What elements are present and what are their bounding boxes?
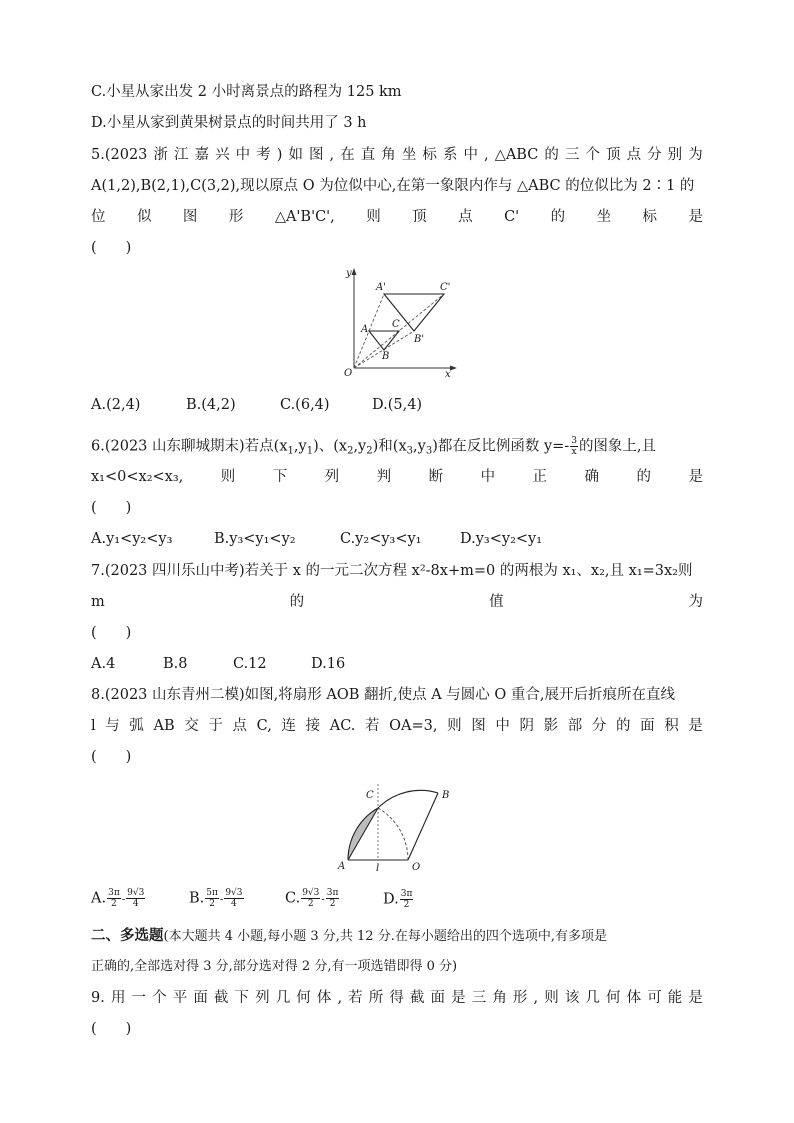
section2-title: 二、多选题 (91, 927, 164, 944)
q5-figure (336, 264, 460, 378)
q5-option-a[interactable]: A.(2,4) (91, 397, 141, 413)
q5-option-c[interactable]: C.(6,4) (280, 397, 330, 413)
word: 标 (642, 209, 658, 225)
option-d-q4: D.小星从家到黄果树景点的时间共用了 3 h (91, 115, 367, 131)
word: 值 (489, 594, 504, 610)
word: 点 (458, 209, 473, 225)
word: 兴 (215, 147, 230, 163)
option-c-q4: C.小星从家出发 2 小时离景点的路程为 125 km (91, 84, 402, 100)
word: 面 (430, 990, 446, 1006)
word: C, (256, 718, 272, 734)
word: 顶 (606, 147, 621, 163)
word: 确 (584, 469, 600, 485)
word: 江 (174, 147, 189, 163)
q6-option-a[interactable]: A.y₁<y₂<y₃ (91, 531, 173, 547)
q6-blank: ( ) (91, 500, 132, 516)
word: 个 (585, 147, 600, 163)
word: OA=3, (389, 718, 438, 734)
word: 嘉 (194, 147, 210, 163)
word: 点 (626, 147, 642, 163)
word: 的 (615, 718, 631, 734)
word: 用 (110, 990, 126, 1006)
word: 别 (667, 147, 683, 163)
q5-line1 (91, 145, 703, 165)
word: 何 (606, 990, 621, 1006)
word: 中 (480, 469, 496, 485)
section2-desc2: 正确的,全部选对得 3 分,部分选对得 2 分,有一项选错即得 0 分) (91, 959, 458, 974)
word: , (533, 990, 539, 1006)
section2-desc1: (本大题共 4 小题,每小题 3 分,共 12 分.在每小题给出的四个选项中,有多项是 (163, 929, 607, 944)
word: 下 (234, 990, 249, 1006)
point-c-prime-label: C' (440, 282, 451, 293)
q7-line2 (91, 592, 703, 612)
word: 顶 (412, 209, 427, 225)
word: 判 (376, 469, 392, 485)
q8-blank: ( ) (91, 749, 132, 765)
point-a-prime-label: A' (376, 282, 386, 293)
q8-option-c[interactable]: C. $\frac{9√3}{2}$ - $\frac{3\pi}{2}$ (285, 888, 339, 909)
word: 部 (567, 718, 583, 734)
word: 是 (451, 990, 466, 1006)
q8-option-b[interactable]: B. $\frac{5\pi}{2}$ - $\frac{9√3}{4}$ (189, 888, 243, 909)
word: 的 (636, 469, 651, 485)
q6-line2 (91, 467, 703, 487)
word: 影 (543, 718, 559, 734)
q6-options (91, 529, 542, 549)
word: 图 (182, 209, 198, 225)
q6-option-d[interactable]: D.y₃<y₂<y₁ (460, 531, 543, 547)
word: 标 (422, 147, 437, 163)
word: 考 (256, 147, 271, 163)
q8-options (91, 888, 414, 911)
point-c-label: C (392, 319, 400, 330)
word: 分 (647, 147, 662, 163)
q8-option-a[interactable]: A. $\frac{3\pi}{2}$ - $\frac{9√3}{4}$ (91, 888, 145, 909)
word: 截 (409, 990, 425, 1006)
word: 则 (220, 469, 236, 485)
q7-option-d[interactable]: D.16 (311, 656, 346, 672)
line-l-label: l (376, 863, 380, 872)
word: 角 (492, 990, 507, 1006)
fraction-3-over-x: $\frac{3}{x}$ (571, 436, 577, 457)
word: 若 (365, 718, 380, 734)
word: C' (504, 209, 520, 225)
q7-line1: 7.(2023 四川乐山中考)若关于 x 的一元二次方程 x²-8x+m=0 的两根为 x₁、x₂,且 x₁=3x₂则 (91, 563, 693, 579)
word: 阴 (519, 718, 534, 734)
point-b-prime-label: B' (414, 334, 425, 345)
q7-option-c[interactable]: C.12 (233, 656, 267, 672)
word: 个 (152, 990, 167, 1006)
word: △ABC (494, 147, 539, 163)
word: 则 (447, 718, 462, 734)
word: 几 (585, 990, 600, 1006)
q5-option-b[interactable]: B.(4,2) (186, 397, 236, 413)
word: 为 (688, 594, 703, 610)
word: 图 (471, 718, 486, 734)
word: 在 (340, 147, 355, 163)
word: 是 (688, 718, 703, 734)
word: 中 (235, 147, 251, 163)
y-axis-label: y (346, 268, 352, 279)
word: 面 (640, 718, 655, 734)
word: 似 (136, 209, 152, 225)
word: 点 (232, 718, 248, 734)
word: , (329, 147, 335, 163)
word: 坐 (596, 209, 612, 225)
point-a-label: A (338, 861, 346, 872)
word: 为 (688, 147, 703, 163)
q7-options (91, 654, 345, 674)
word: , (337, 990, 343, 1006)
word: 是 (688, 990, 703, 1006)
word: 接 (305, 718, 321, 734)
q8-line2 (91, 716, 703, 736)
word: 体 (626, 990, 642, 1006)
word: 9. (91, 990, 105, 1006)
word: 列 (255, 990, 270, 1006)
word: 形 (228, 209, 244, 225)
q9-line1 (91, 988, 703, 1008)
word: 下 (272, 469, 288, 485)
word: 所 (368, 990, 384, 1006)
word: 截 (213, 990, 229, 1006)
word: AC. (329, 718, 356, 734)
word: △A'B'C', (274, 209, 335, 225)
q5-option-d[interactable]: D.(5,4) (372, 397, 423, 413)
word: 图 (309, 147, 324, 163)
word: 则 (366, 209, 381, 225)
word: 形 (512, 990, 528, 1006)
word: 角 (381, 147, 396, 163)
word: 直 (360, 147, 376, 163)
q5-options (91, 395, 422, 415)
q8-option-d[interactable]: D. $\frac{3\pi}{2}$ (383, 888, 413, 910)
word: 如 (288, 147, 303, 163)
q7-blank: ( ) (91, 625, 132, 641)
word: 该 (564, 990, 580, 1006)
word: 三 (564, 147, 580, 163)
point-c-label: C (366, 790, 374, 801)
word: ) (276, 147, 283, 163)
q7-option-b[interactable]: B.8 (163, 656, 188, 672)
q8-figure (334, 776, 460, 872)
section2-line1 (91, 926, 607, 947)
x-axis-label: x (445, 369, 451, 378)
word: 几 (275, 990, 291, 1006)
word: 5.(2023 (91, 147, 148, 163)
word: 是 (688, 469, 703, 485)
word: 与 (105, 718, 120, 734)
word: 面 (193, 990, 208, 1006)
q5-blank: ( ) (91, 240, 132, 256)
origin-label: O (344, 368, 353, 378)
word: 系 (442, 147, 458, 163)
point-a-label: A (361, 324, 369, 335)
point-b-label: B (442, 790, 450, 801)
q5-line3 (91, 207, 703, 227)
word: 一 (131, 990, 147, 1006)
word: m (91, 594, 105, 610)
q8-line1: 8.(2023 山东青州二模)如图,将扇形 AOB 翻折,使点 A 与圆心 O 重合,展开后折痕所在直线 (91, 687, 676, 703)
word: 若 (348, 990, 363, 1006)
word: 的 (289, 594, 305, 610)
q7-option-a[interactable]: A.4 (91, 656, 116, 672)
q6-option-c[interactable]: C.y₂<y₃<y₁ (340, 531, 422, 547)
word: 分 (591, 718, 607, 734)
word: AB (153, 718, 175, 734)
word: 可 (647, 990, 662, 1006)
word: 于 (208, 718, 223, 734)
word: 何 (296, 990, 311, 1006)
word: 浙 (153, 147, 168, 163)
word: 正 (532, 469, 548, 485)
word: 坐 (401, 147, 417, 163)
word: x₁<0<x₂<x₃, (91, 469, 184, 485)
word: l (91, 718, 96, 734)
word: 中 (463, 147, 478, 163)
word: 中 (495, 718, 510, 734)
word: 弧 (129, 718, 144, 734)
word: 得 (389, 990, 404, 1006)
word: 是 (688, 209, 703, 225)
q9-blank: ( ) (91, 1021, 132, 1037)
q6-option-b[interactable]: B.y₃<y₁<y₂ (214, 531, 296, 547)
word: 平 (172, 990, 188, 1006)
word: 能 (667, 990, 683, 1006)
word: 的 (544, 147, 559, 163)
word: 断 (428, 469, 444, 485)
word: 位 (91, 209, 106, 225)
word: 交 (184, 718, 199, 734)
word: 则 (544, 990, 559, 1006)
word: 的 (550, 209, 566, 225)
word: 列 (324, 469, 340, 485)
point-b-label: B (382, 351, 390, 362)
word: 体 (316, 990, 332, 1006)
word: , (484, 147, 489, 163)
q5-line2: A(1,2),B(2,1),C(3,2),现以原点 O 为位似中心,在第一象限内作与 △ABC 的位似比为 2∶1 的 (91, 178, 695, 194)
word: 三 (471, 990, 487, 1006)
word: 积 (664, 718, 679, 734)
q6-line1: 6.(2023 山东聊城期末)若点$(x_1,y_1)$、$(x_2,y_2)$和$(x_3,y_3)$都在反比例函数 y=- $\frac{3}{x}$ 的图象上,且 (91, 436, 657, 457)
word: 连 (281, 718, 296, 734)
point-o-label: O (412, 862, 421, 872)
